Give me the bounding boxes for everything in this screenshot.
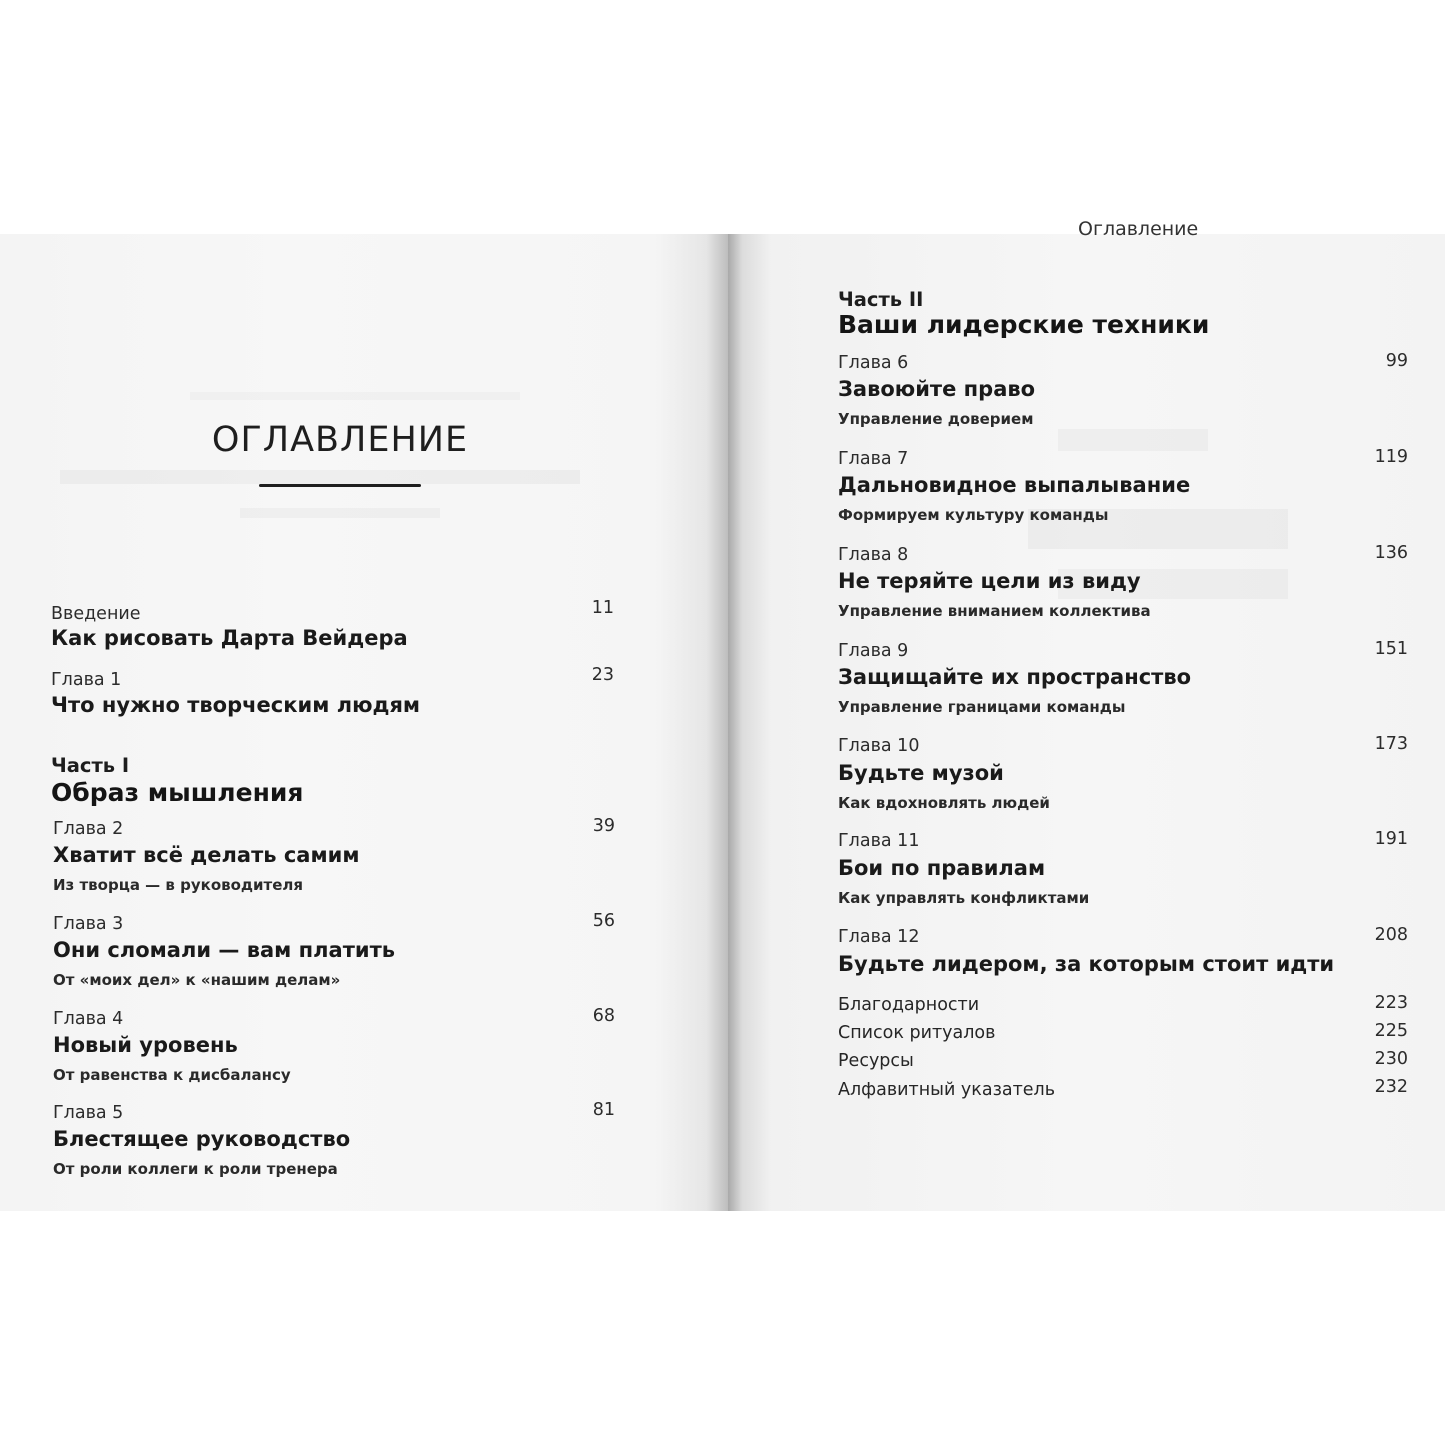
part-title: Ваши лидерские техники (838, 310, 1210, 339)
entry-title: Алфавитный указатель (838, 1080, 1056, 1100)
entry-page-number: 173 (1374, 734, 1408, 754)
bleed-through-mark (240, 508, 440, 518)
entry-page-number: 191 (1374, 829, 1408, 849)
entry-label: Глава 2 (53, 819, 124, 839)
entry-page-number: 11 (591, 598, 614, 618)
entry-title: Хватит всё делать самим (53, 843, 360, 867)
entry-title: Что нужно творческим людям (51, 693, 421, 717)
entry-subtitle: Формируем культуру команды (838, 506, 1109, 524)
entry-label: Глава 3 (53, 914, 124, 934)
entry-page-number: 151 (1374, 639, 1408, 659)
entry-subtitle: Как управлять конфликтами (838, 889, 1090, 907)
entry-subtitle: От равенства к дисбалансу (53, 1066, 291, 1084)
entry-page-number: 23 (591, 665, 614, 685)
entry-label: Глава 9 (838, 641, 909, 661)
entry-subtitle: Управление вниманием коллектива (838, 602, 1151, 620)
book-spread (0, 218, 1445, 1211)
entry-page-number: 225 (1374, 1021, 1408, 1041)
entry-subtitle: Управление доверием (838, 410, 1034, 428)
entry-label: Глава 11 (838, 831, 920, 851)
part-label: Часть I (51, 754, 130, 777)
entry-title: Они сломали — вам платить (53, 938, 396, 962)
entry-page-number: 119 (1374, 447, 1408, 467)
entry-label: Введение (51, 604, 141, 624)
entry-subtitle: Из творца — в руководителя (53, 876, 304, 894)
left-page (0, 234, 728, 1211)
entry-label: Глава 10 (838, 736, 920, 756)
entry-title: Будьте музой (838, 761, 1004, 785)
entry-title: Список ритуалов (838, 1023, 996, 1043)
entry-page-number: 99 (1385, 351, 1408, 371)
entry-label: Глава 8 (838, 545, 909, 565)
entry-label: Глава 6 (838, 353, 909, 373)
entry-subtitle: От «моих дел» к «нашим делам» (53, 971, 341, 989)
heading-underline (259, 484, 421, 487)
bleed-through-mark (1058, 429, 1208, 451)
entry-title: Не теряйте цели из виду (838, 569, 1141, 593)
entry-title: Благодарности (838, 995, 980, 1015)
entry-title: Бои по правилам (838, 856, 1046, 880)
entry-subtitle: Управление границами команды (838, 698, 1126, 716)
entry-subtitle: Как вдохновлять людей (838, 794, 1050, 812)
entry-page-number: 81 (592, 1100, 615, 1120)
entry-label: Глава 5 (53, 1103, 124, 1123)
entry-page-number: 232 (1374, 1077, 1408, 1097)
entry-title: Блестящее руководство (53, 1127, 351, 1151)
entry-title: Как рисовать Дарта Вейдера (51, 626, 408, 650)
entry-title: Ресурсы (838, 1051, 914, 1071)
bleed-through-mark (190, 392, 520, 400)
entry-title: Новый уровень (53, 1033, 238, 1057)
entry-title: Будьте лидером, за которым стоит идти (838, 952, 1335, 976)
entry-subtitle: От роли коллеги к роли тренера (53, 1160, 338, 1178)
entry-label: Глава 7 (838, 449, 909, 469)
entry-title: Завоюйте право (838, 377, 1036, 401)
entry-page-number: 56 (592, 911, 615, 931)
part-label: Часть II (838, 288, 924, 311)
running-head: Оглавление (1078, 218, 1199, 240)
entry-page-number: 223 (1374, 993, 1408, 1013)
toc-heading: ОГЛАВЛЕНИЕ (211, 420, 469, 460)
bleed-through-mark (60, 470, 580, 484)
entry-label: Глава 4 (53, 1009, 124, 1029)
entry-label: Глава 1 (51, 670, 122, 690)
entry-page-number: 230 (1374, 1049, 1408, 1069)
part-title: Образ мышления (51, 778, 304, 807)
right-page (728, 218, 1445, 1211)
entry-page-number: 68 (592, 1006, 615, 1026)
entry-title: Защищайте их пространство (838, 665, 1192, 689)
entry-page-number: 208 (1374, 925, 1408, 945)
entry-page-number: 39 (592, 816, 615, 836)
entry-label: Глава 12 (838, 927, 920, 947)
entry-page-number: 136 (1374, 543, 1408, 563)
entry-title: Дальновидное выпалывание (838, 473, 1191, 497)
